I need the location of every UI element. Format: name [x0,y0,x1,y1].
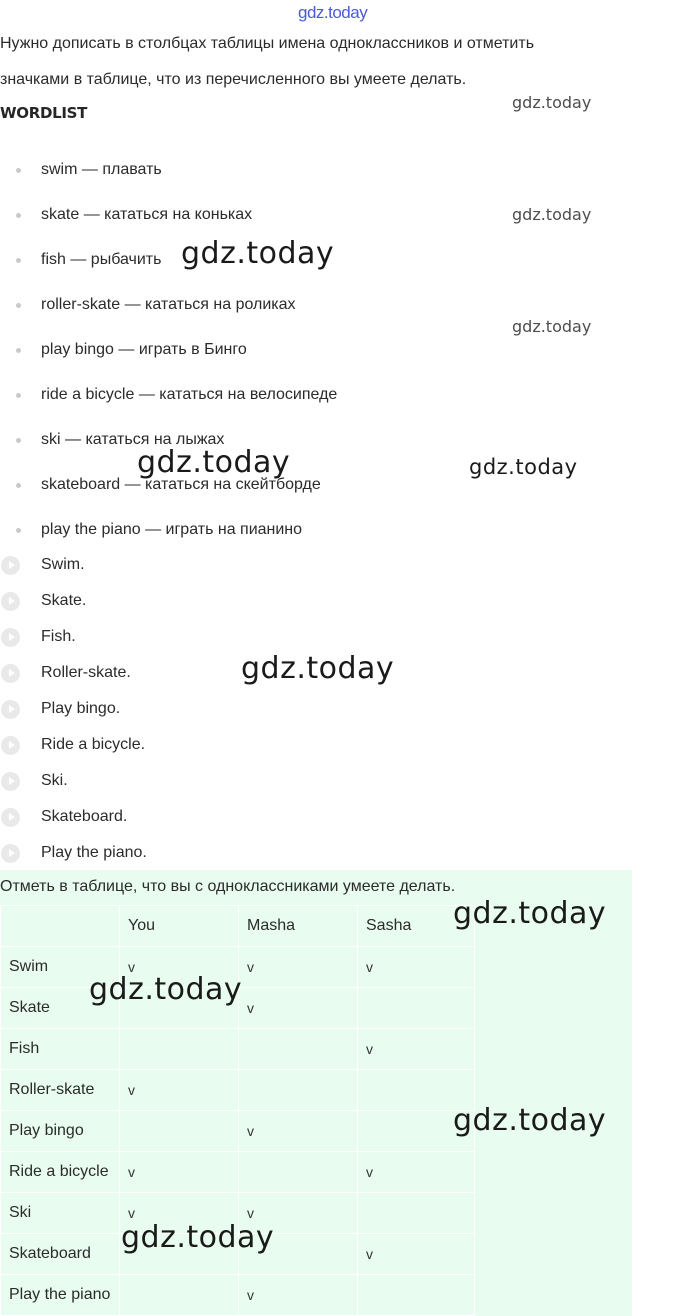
bullet-icon [16,528,21,533]
play-icon[interactable] [1,736,20,755]
answer-text: Roller-skate. [41,664,131,681]
tick-cell: v [120,947,239,988]
tick-cell [120,1275,239,1316]
play-icon[interactable] [1,556,20,575]
tick-cell: v [120,1152,239,1193]
task-box [0,870,632,1316]
site-link[interactable]: gdz.today [298,3,368,22]
watermark: gdz.today [512,93,592,112]
answer-text: Skateboard. [41,808,128,825]
row-label-cell: Roller-skate [1,1070,120,1111]
wordlist-item-text: play bingo — играть в Бинго [41,341,247,358]
row-label-cell: Play bingo [1,1111,120,1152]
column-header: Masha [239,906,358,947]
watermark: gdz.today [512,317,592,336]
wordlist [0,147,337,552]
table-row [1,1152,475,1193]
wordlist-heading: WORDLIST [0,104,88,122]
tick-cell [358,1275,475,1316]
row-label-cell: Fish [1,1029,120,1070]
table-corner-cell [1,906,120,947]
table-row [1,1275,475,1316]
tick-cell: v [239,1193,358,1234]
tick-cell [358,988,475,1029]
tick-cell: v [358,947,475,988]
wordlist-item-text: skate — кататься на коньках [41,206,253,223]
wordlist-item [0,192,337,237]
column-header: Sasha [358,906,475,947]
watermark: gdz.today [181,236,335,271]
play-icon[interactable] [1,808,20,827]
play-icon[interactable] [1,592,20,611]
tick-cell: v [120,1193,239,1234]
row-label-cell: Swim [1,947,120,988]
row-label-cell: Ski [1,1193,120,1234]
bullet-icon [16,303,21,308]
wordlist-item-text: fish — рыбачить [41,251,162,268]
table-row [1,1029,475,1070]
table-header-row [1,906,475,947]
audio-answer-item [0,763,147,799]
tick-cell [120,1029,239,1070]
tick-cell: v [358,1152,475,1193]
tick-cell [239,1029,358,1070]
bullet-icon [16,258,21,263]
wordlist-item-text: play the piano — играть на пианино [41,521,303,538]
play-icon[interactable] [1,844,20,863]
wordlist-item [0,327,337,372]
bullet-icon [16,438,21,443]
watermark: gdz.today [453,896,607,931]
row-label-cell: Skate [1,988,120,1029]
watermark: gdz.today [241,651,395,686]
tick-cell [239,1152,358,1193]
play-icon[interactable] [1,628,20,647]
tick-cell: v [239,947,358,988]
audio-answer-item [0,547,147,583]
wordlist-item-text: ski — кататься на лыжах [41,431,225,448]
bullet-icon [16,483,21,488]
intro-line-2: значками в таблице, что из перечисленного вы умеете делать. [0,71,467,88]
audio-answer-item [0,691,147,727]
watermark: gdz.today [137,445,291,480]
play-icon[interactable] [1,700,20,719]
audio-answer-item [0,619,147,655]
tick-cell: v [239,988,358,1029]
answer-text: Ride a bicycle. [41,736,146,753]
answer-text: Play the piano. [41,844,147,861]
table-row [1,1111,475,1152]
wordlist-item [0,507,337,552]
tick-cell [239,1070,358,1111]
answer-text: Skate. [41,592,87,609]
audio-answer-item [0,583,147,619]
play-icon[interactable] [1,772,20,791]
wordlist-item [0,372,337,417]
wordlist-item [0,147,337,192]
bullet-icon [16,393,21,398]
tick-cell: v [358,1234,475,1275]
play-icon[interactable] [1,664,20,683]
intro-line-1: Нужно дописать в столбцах таблицы имена одноклассников и отметить [0,35,535,52]
answer-text: Fish. [41,628,76,645]
task-instruction: Отметь в таблице, что вы с одноклассниками умеете делать. [0,878,456,895]
bullet-icon [16,213,21,218]
wordlist-item [0,282,337,327]
watermark: gdz.today [512,205,592,224]
audio-answers-list [0,547,147,871]
wordlist-item-text: skateboard — кататься на скейтборде [41,476,321,493]
tick-cell [120,1111,239,1152]
tick-cell: v [239,1111,358,1152]
audio-answer-item [0,727,147,763]
row-label-cell: Skateboard [1,1234,120,1275]
bullet-icon [16,348,21,353]
answer-text: Ski. [41,772,68,789]
row-label-cell: Play the piano [1,1275,120,1316]
wordlist-item-text: swim — плавать [41,161,162,178]
wordlist-item-text: ride a bicycle — кататься на велосипеде [41,386,338,403]
bullet-icon [16,168,21,173]
watermark: gdz.today [89,972,243,1007]
tick-cell: v [239,1275,358,1316]
audio-answer-item [0,655,147,691]
answer-text: Swim. [41,556,85,573]
watermark: gdz.today [469,455,578,479]
tick-cell: v [358,1029,475,1070]
answer-text: Play bingo. [41,700,121,717]
intro-text [0,26,640,98]
audio-answer-item [0,835,147,871]
watermark: gdz.today [121,1220,275,1255]
watermark: gdz.today [453,1103,607,1138]
tick-cell: v [120,1070,239,1111]
table-row [1,1070,475,1111]
column-header: You [120,906,239,947]
row-label-cell: Ride a bicycle [1,1152,120,1193]
audio-answer-item [0,799,147,835]
wordlist-item-text: roller-skate — кататься на роликах [41,296,296,313]
tick-cell [358,1193,475,1234]
